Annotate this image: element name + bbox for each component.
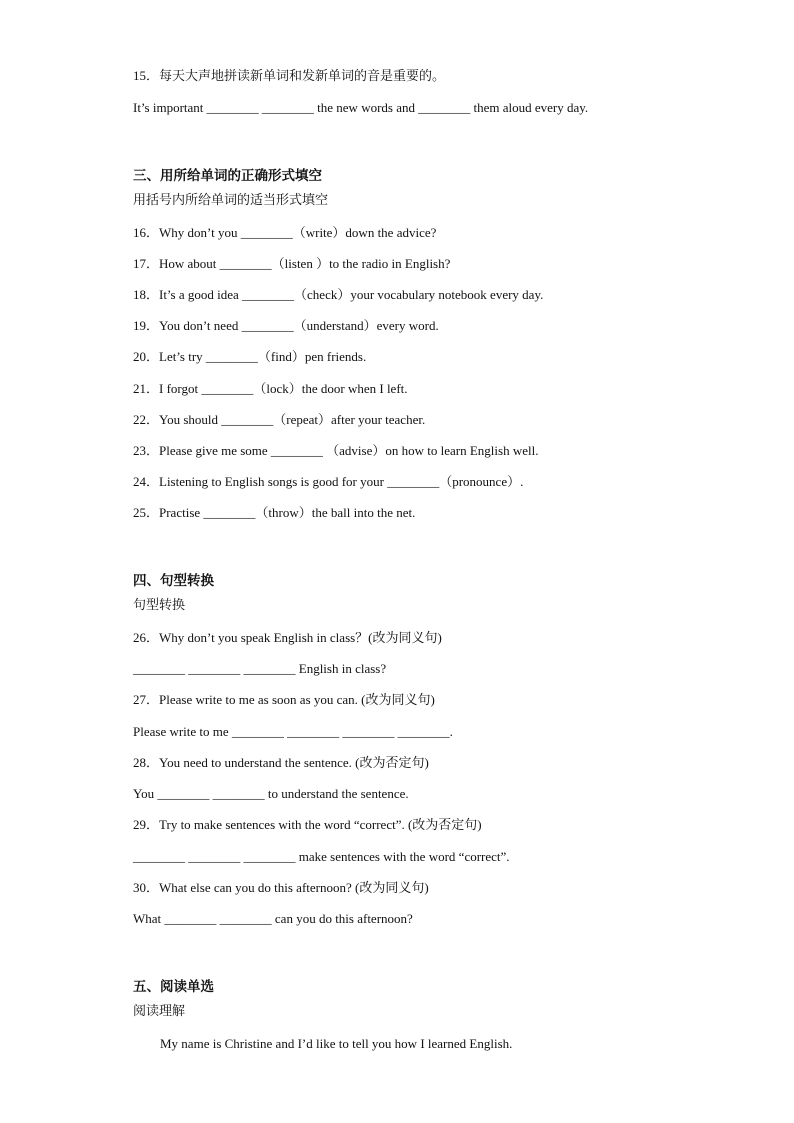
question-26-prompt: 26．Why don’t you speak English in class？(改为同义句) [133,630,442,645]
question-24: 24．Listening to English songs is good for your ________（pronounce）. [133,474,524,489]
question-22: 22．You should ________（repeat）after your teacher. [133,412,426,427]
question-20: 20．Let’s try ________（find）pen friends. [133,349,367,364]
section-3-heading: 三、用所给单词的正确形式填空 [133,168,322,184]
question-27-answer: Please write to me ________ ________ ________ ________. [133,724,453,739]
question-28-prompt: 28．You need to understand the sentence. (改为否定句) [133,755,429,770]
section-4-instruction: 句型转换 [133,598,186,613]
question-29-prompt: 29．Try to make sentences with the word “correct”. (改为否定句) [133,817,482,832]
section-5-instruction: 阅读理解 [133,1004,186,1019]
question-30-prompt: 30．What else can you do this afternoon? (改为同义句) [133,880,429,895]
question-16: 16．Why don’t you ________（write）down the advice? [133,225,437,240]
question-29-answer: ________ ________ ________ make sentences with the word “correct”. [133,849,510,864]
section-4-heading: 四、句型转换 [133,573,214,589]
question-27-prompt: 27．Please write to me as soon as you can. (改为同义句) [133,692,435,707]
question-15-prompt: 15．每天大声地拼读新单词和发新单词的音是重要的。 [133,68,446,83]
question-25: 25．Practise ________（throw）the ball into the net. [133,505,416,520]
section-5-heading: 五、阅读单选 [133,979,214,995]
question-26-answer: ________ ________ ________ English in class? [133,661,387,676]
question-17: 17．How about ________（listen ）to the radio in English? [133,256,451,271]
question-30-answer: What ________ ________ can you do this afternoon? [133,911,413,926]
question-21: 21．I forgot ________（lock）the door when I left. [133,381,408,396]
question-18: 18．It’s a good idea ________（check）your vocabulary notebook every day. [133,287,544,302]
question-28-answer: You ________ ________ to understand the sentence. [133,786,409,801]
question-23: 23．Please give me some ________ （advise）on how to learn English well. [133,443,539,458]
section-3-instruction: 用括号内所给单词的适当形式填空 [133,193,329,208]
reading-passage-first-line: My name is Christine and I’d like to tell you how I learned English. [160,1036,513,1051]
question-19: 19．You don’t need ________（understand）every word. [133,318,439,333]
question-15-sentence: It’s important ________ ________ the new words and ________ them aloud every day. [133,100,589,115]
